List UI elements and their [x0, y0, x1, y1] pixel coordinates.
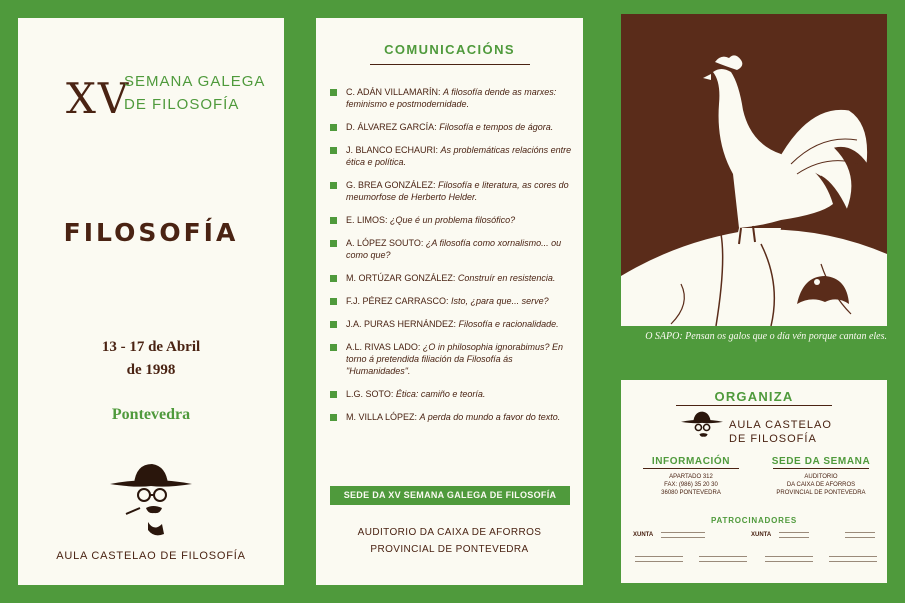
sede-block [761, 456, 881, 497]
org-line1: AULA CASTELAO [729, 419, 832, 431]
dates-line2: de 1998 [126, 362, 176, 378]
comunicacions-panel [316, 18, 583, 585]
dates-line1: 13 - 17 de Abril [101, 339, 201, 355]
comunicacion-item [330, 388, 574, 400]
bullet-square [330, 217, 337, 224]
sponsors-heading: PATROCINADORES [710, 516, 798, 525]
comunicacion-author: A.L. RIVAS LADO: [346, 342, 421, 352]
venue-line2: PROVINCIAL DE PONTEVEDRA [370, 544, 529, 555]
comunicacion-title: Construír en resistencia. [457, 273, 556, 283]
illustration-caption: O SAPO: Pensan os galos que o día vén porque cantan eles. [645, 331, 887, 342]
comunicacion-item [330, 295, 574, 307]
city: Pontevedra [111, 406, 191, 423]
bullet-square [330, 124, 337, 131]
comunicacion-author: A. LÓPEZ SOUTO: [346, 238, 424, 248]
comunicacion-item [330, 121, 574, 133]
venue-address [316, 524, 583, 558]
comunicacion-item [330, 341, 574, 377]
comunicacion-item [330, 411, 574, 423]
comunicacion-item [330, 179, 574, 203]
bullet-square [330, 321, 337, 328]
bullet-square [330, 414, 337, 421]
comunicacion-item [330, 318, 574, 330]
event-name-line1: SEMANA GALEGA [124, 73, 266, 90]
bullet-square [330, 89, 337, 96]
sponsor-logo-g [829, 556, 877, 562]
comunicacion-title: A filosofía dende as marxes: feminismo e postmodernidade. [346, 87, 557, 109]
sede-line: DA CAIXA DE AFORROS [786, 482, 856, 488]
comunicacion-title: Filosofía e literatura, as cores do meumorfose de Herberto Helder. [346, 180, 569, 202]
comunicacion-title: Filosofía e racionalidade. [458, 319, 559, 329]
organizer-name: AULA CASTELAO DE FILOSOFÍA [56, 550, 246, 562]
comunicacion-title: As problemáticas relacións entre ética e política. [346, 145, 572, 167]
sponsor-logo-f [765, 556, 813, 562]
comunicacion-author: G. BREA GONZÁLEZ: [346, 180, 436, 190]
comunicacion-title: Ética: camiño e teoría. [395, 389, 486, 399]
castelao-logo-small [679, 408, 725, 455]
sede-heading: SEDE DA SEMANA [771, 456, 871, 467]
comunicacions-list [330, 86, 574, 434]
bullet-square [330, 147, 337, 154]
comunicacion-author: J. BLANCO ECHAURI: [346, 145, 439, 155]
venue-banner: SEDE DA XV SEMANA GALEGA DE FILOSOFÍA [330, 486, 570, 505]
venue-line1: AUDITORIO DA CAIXA DE AFORROS [357, 527, 542, 538]
org-line2: DE FILOSOFÍA [729, 433, 817, 445]
sponsor-xunta-a: XUNTA [633, 532, 654, 538]
info-line: FAX: (986) 35 20 30 [664, 482, 718, 488]
comunicacion-title: Filosofía e tempos de ágora. [439, 122, 554, 132]
organiza-divider [676, 405, 832, 406]
comunicacion-author: L.G. SOTO: [346, 389, 394, 399]
castelao-logo [106, 458, 196, 543]
comunicacion-title: ¿Que é un problema filosófico? [390, 215, 516, 225]
bullet-square [330, 391, 337, 398]
bullet-square [330, 298, 337, 305]
bullet-square [330, 182, 337, 189]
organiza-heading: ORGANIZA [714, 389, 794, 404]
comunicacion-title: ¿A filosofía como xornalismo... ou como que? [346, 238, 562, 260]
bullet-square [330, 344, 337, 351]
info-line: APARTADO 312 [669, 474, 713, 480]
edition-number: XV [66, 74, 131, 123]
topic-title: FILOSOFÍA [63, 218, 239, 247]
sponsor-text-a [661, 532, 705, 538]
info-block [631, 456, 751, 497]
sponsor-text-b [779, 532, 809, 538]
organizer-name [729, 418, 832, 446]
comunicacion-item [330, 86, 574, 110]
info-line: 36080 PONTEVEDRA [661, 490, 721, 496]
comunicacion-author: M. VILLA LÓPEZ: [346, 412, 418, 422]
event-name [124, 70, 265, 116]
comunicacion-item [330, 272, 574, 284]
comunicacion-author: J.A. PURAS HERNÁNDEZ: [346, 319, 457, 329]
info-heading: INFORMACIÓN [651, 456, 731, 467]
comunicacion-title: A perda do mundo a favor do texto. [419, 412, 561, 422]
sponsor-logo-d [635, 556, 683, 562]
sponsor-xunta-b: XUNTA [751, 532, 772, 538]
title-divider [370, 64, 530, 65]
organizer-panel [621, 380, 887, 583]
sede-line: AUDITORIO [804, 474, 838, 480]
comunicacion-author: C. ADÁN VILLAMARÍN: [346, 87, 441, 97]
bullet-square [330, 240, 337, 247]
comunicacion-title: Isto, ¿para que... serve? [451, 296, 549, 306]
sede-line: PROVINCIAL DE PONTEVEDRA [776, 490, 866, 496]
comunicacion-author: M. ORTÚZAR GONZÁLEZ: [346, 273, 456, 283]
comunicacion-author: F.J. PÉREZ CARRASCO: [346, 296, 449, 306]
sponsor-logo-e [699, 556, 747, 562]
rooster-illustration [621, 14, 887, 326]
comunicacion-title: ¿O in philosophia ignorabimus? En torno á pretendida filiación da Filosofía ás "Humanidades". [346, 342, 563, 376]
comunicacions-title: COMUNICACIÓNS [384, 42, 515, 57]
comunicacion-item [330, 237, 574, 261]
comunicacion-author: D. ÁLVAREZ GARCÍA: [346, 122, 437, 132]
event-dates [18, 336, 284, 382]
comunicacion-item [330, 144, 574, 168]
bullet-square [330, 275, 337, 282]
cover-panel [18, 18, 284, 585]
event-name-line2: DE FILOSOFÍA [124, 96, 240, 113]
rooster-woodcut [621, 14, 887, 326]
comunicacion-author: E. LIMOS: [346, 215, 388, 225]
comunicacion-item [330, 214, 574, 226]
sponsor-text-c [845, 532, 875, 538]
